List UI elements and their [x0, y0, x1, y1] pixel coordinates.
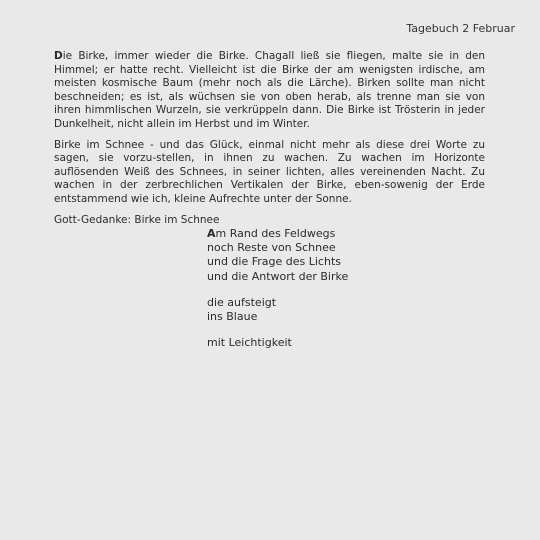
poem-stanza-2	[207, 296, 348, 324]
poem-line: noch Reste von Schnee	[207, 241, 336, 255]
poem-line: und die Frage des Lichts	[207, 255, 341, 269]
poem-line: und die Antwort der Birke	[207, 269, 349, 283]
page-header: Tagebuch 2 Februar	[406, 22, 515, 35]
poem-line: die aufsteigt	[207, 295, 277, 309]
poem-initial: A	[207, 227, 216, 240]
paragraph-initial: D	[54, 50, 63, 62]
poem	[207, 227, 348, 362]
poem-line: ins Blaue	[207, 310, 258, 324]
poem-stanza-3	[207, 336, 348, 350]
poem-line: mit Leichtigkeit	[207, 336, 292, 350]
prose-paragraph-1	[54, 50, 485, 132]
prose-paragraph-2: Birke im Schnee - und das Glück, einmal nicht mehr als diese drei Worte zu sagen, sie vorzu-stellen, in ihnen zu wachen. Zu wachen im Horizonte auflösenden Weiß des Schnees, in seiner lichten, alles vereinenden Nacht. Zu wachen in der zerbrechlichen Vertikalen der Birke, eben-sowenig der Erde entstammend wie ich, kleine Aufrechte unter der Sonne.	[54, 138, 485, 205]
prose-paragraph-3: Gott-Gedanke: Birke im Schnee	[54, 213, 220, 226]
poem-line	[207, 227, 348, 241]
diary-prose	[54, 50, 485, 234]
poem-stanza-1	[207, 227, 348, 284]
paragraph-1-text: ie Birke, immer wieder die Birke. Chagall ließ sie fliegen, malte sie in den Himmel; er hatte recht. Vielleicht ist die Birke der am wenigsten irdische, am meisten kosmische Baum (mehr noch als die Lärche). Birken sollte man nicht beschneiden; es ist, als wüchsen sie von oben herab, als trenne man sie von ihren himmlischen Wurzeln, sie verkrüppeln dann. Die Birke ist Trösterin in jeder Dunkelheit, nicht allein im Herbst und im Winter.	[54, 50, 485, 130]
poem-line-1-text: m Rand des Feldwegs	[215, 227, 336, 240]
